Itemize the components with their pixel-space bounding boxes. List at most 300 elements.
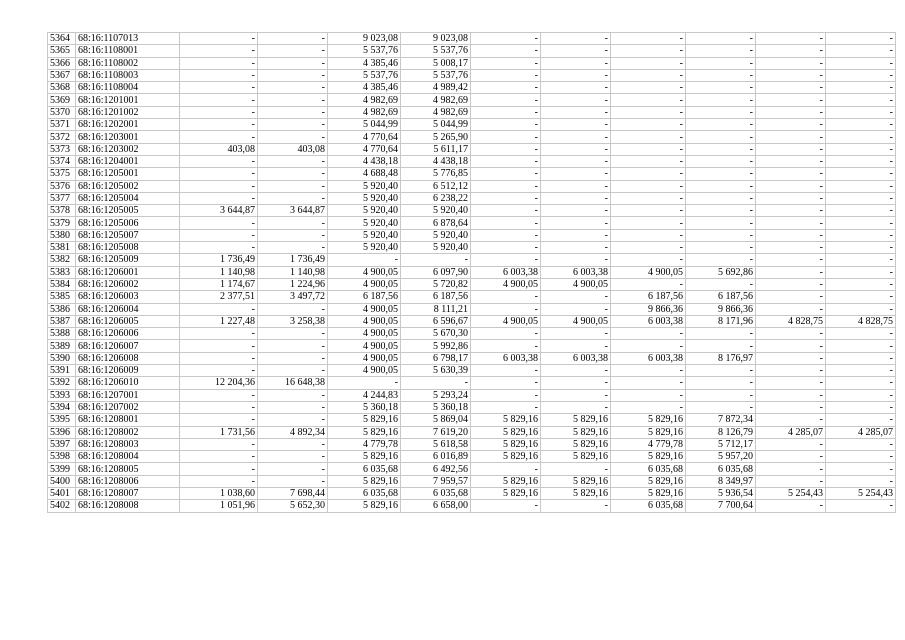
cell-row-number: 5388 [48, 328, 76, 340]
cell-value-2: - [258, 57, 328, 69]
cell-value-4: 7 959,57 [401, 475, 471, 487]
cell-row-number: 5402 [48, 500, 76, 512]
cell-value-1: - [180, 45, 258, 57]
cell-value-1: 2 377,51 [180, 291, 258, 303]
cell-value-5: - [471, 33, 541, 45]
cell-value-3: 5 360,18 [328, 401, 401, 413]
cell-value-6: - [541, 205, 611, 217]
cell-value-9: - [756, 291, 826, 303]
cell-value-2: 16 648,38 [258, 377, 328, 389]
cell-row-number: 5392 [48, 377, 76, 389]
cell-cadastral-code: 68:16:1208003 [76, 438, 180, 450]
cell-value-9: - [756, 352, 826, 364]
cell-value-3: 5 829,16 [328, 475, 401, 487]
cell-value-1: - [180, 217, 258, 229]
cell-value-7: - [611, 377, 686, 389]
cell-value-9: - [756, 401, 826, 413]
cell-value-9: - [756, 45, 826, 57]
cell-value-9: - [756, 242, 826, 254]
cell-value-6: 5 829,16 [541, 414, 611, 426]
cell-value-3: 5 829,16 [328, 451, 401, 463]
cell-value-7: - [611, 192, 686, 204]
cell-value-6: - [541, 401, 611, 413]
cell-cadastral-code: 68:16:1205006 [76, 217, 180, 229]
cell-value-8: 5 957,20 [686, 451, 756, 463]
cell-value-3: 5 920,40 [328, 217, 401, 229]
cell-value-3: - [328, 377, 401, 389]
cell-cadastral-code: 68:16:1206003 [76, 291, 180, 303]
cell-cadastral-code: 68:16:1206004 [76, 303, 180, 315]
cell-value-6: 5 829,16 [541, 426, 611, 438]
cell-value-3: 5 920,40 [328, 229, 401, 241]
cell-value-5: - [471, 69, 541, 81]
cell-value-1: - [180, 180, 258, 192]
cell-value-3: - [328, 254, 401, 266]
cell-value-3: 5 920,40 [328, 192, 401, 204]
table-row [48, 328, 896, 340]
cell-value-3: 4 244,83 [328, 389, 401, 401]
cell-cadastral-code: 68:16:1205002 [76, 180, 180, 192]
cell-value-6: - [541, 389, 611, 401]
table-row [48, 438, 896, 450]
cell-value-2: - [258, 82, 328, 94]
cell-row-number: 5378 [48, 205, 76, 217]
cell-value-7: 6 003,38 [611, 315, 686, 327]
cell-row-number: 5364 [48, 33, 76, 45]
cell-value-10: - [826, 278, 896, 290]
table-row [48, 340, 896, 352]
cell-value-4: 5 720,82 [401, 278, 471, 290]
cell-value-9: - [756, 57, 826, 69]
cell-value-4: 5 630,39 [401, 365, 471, 377]
cell-value-9: - [756, 438, 826, 450]
cell-value-8: - [686, 82, 756, 94]
cell-value-9: - [756, 119, 826, 131]
cell-value-9: - [756, 168, 826, 180]
cell-cadastral-code: 68:16:1206010 [76, 377, 180, 389]
cell-value-9: - [756, 205, 826, 217]
cell-value-2: - [258, 155, 328, 167]
cell-row-number: 5372 [48, 131, 76, 143]
cell-value-5: 5 829,16 [471, 438, 541, 450]
cell-cadastral-code: 68:16:1208007 [76, 487, 180, 499]
cell-value-9: - [756, 451, 826, 463]
table-row [48, 291, 896, 303]
cell-value-2: 4 892,34 [258, 426, 328, 438]
cell-row-number: 5383 [48, 266, 76, 278]
cell-value-2: - [258, 45, 328, 57]
cell-cadastral-code: 68:16:1206006 [76, 328, 180, 340]
cell-cadastral-code: 68:16:1207002 [76, 401, 180, 413]
cell-value-3: 5 920,40 [328, 242, 401, 254]
cell-value-1: - [180, 229, 258, 241]
cell-value-6: - [541, 463, 611, 475]
cell-value-10: 4 828,75 [826, 315, 896, 327]
cell-value-10: - [826, 401, 896, 413]
cell-value-10: - [826, 475, 896, 487]
cell-value-10: - [826, 155, 896, 167]
cell-value-8: - [686, 180, 756, 192]
cell-value-8: - [686, 278, 756, 290]
cell-value-9: - [756, 106, 826, 118]
cell-value-1: - [180, 475, 258, 487]
cell-row-number: 5387 [48, 315, 76, 327]
cell-value-2: 3 644,87 [258, 205, 328, 217]
cell-cadastral-code: 68:16:1205008 [76, 242, 180, 254]
cell-value-3: 4 779,78 [328, 438, 401, 450]
cell-value-8: 8 126,79 [686, 426, 756, 438]
cell-value-5: - [471, 106, 541, 118]
cell-cadastral-code: 68:16:1205009 [76, 254, 180, 266]
cell-value-5: - [471, 254, 541, 266]
cell-value-4: 6 878,64 [401, 217, 471, 229]
table-row [48, 278, 896, 290]
cell-cadastral-code: 68:16:1208008 [76, 500, 180, 512]
cell-value-6: - [541, 229, 611, 241]
cell-value-2: - [258, 229, 328, 241]
cell-cadastral-code: 68:16:1208001 [76, 414, 180, 426]
table-row [48, 303, 896, 315]
cell-value-4: 6 492,56 [401, 463, 471, 475]
cell-value-6: - [541, 291, 611, 303]
cell-value-7: 4 779,78 [611, 438, 686, 450]
cell-value-4: 5 618,58 [401, 438, 471, 450]
cell-value-8: - [686, 119, 756, 131]
cell-value-4: 6 658,00 [401, 500, 471, 512]
cell-value-4: 5 537,76 [401, 45, 471, 57]
cell-value-2: - [258, 451, 328, 463]
cell-value-6: - [541, 69, 611, 81]
cell-value-6: - [541, 94, 611, 106]
cell-value-4: 5 920,40 [401, 229, 471, 241]
cell-row-number: 5399 [48, 463, 76, 475]
cell-value-3: 6 187,56 [328, 291, 401, 303]
cell-value-9: - [756, 266, 826, 278]
cell-value-6: 5 829,16 [541, 451, 611, 463]
table-row [48, 463, 896, 475]
cell-value-2: - [258, 303, 328, 315]
cell-value-10: - [826, 180, 896, 192]
cell-value-3: 4 900,05 [328, 352, 401, 364]
cell-cadastral-code: 68:16:1207001 [76, 389, 180, 401]
cell-value-1: 1 038,60 [180, 487, 258, 499]
cell-value-6: - [541, 217, 611, 229]
cell-value-6: - [541, 33, 611, 45]
cell-value-3: 5 920,40 [328, 180, 401, 192]
cell-value-10: - [826, 340, 896, 352]
cell-value-1: 3 644,87 [180, 205, 258, 217]
cell-value-8: - [686, 94, 756, 106]
cell-value-10: - [826, 266, 896, 278]
cell-value-5: - [471, 45, 541, 57]
cell-cadastral-code: 68:16:1206007 [76, 340, 180, 352]
cell-value-10: - [826, 94, 896, 106]
cell-value-4: 6 596,67 [401, 315, 471, 327]
cell-value-6: - [541, 168, 611, 180]
cell-value-7: - [611, 119, 686, 131]
cell-row-number: 5397 [48, 438, 76, 450]
cell-value-1: - [180, 106, 258, 118]
cell-value-9: - [756, 192, 826, 204]
cell-row-number: 5373 [48, 143, 76, 155]
cell-value-5: 5 829,16 [471, 451, 541, 463]
cell-cadastral-code: 68:16:1206002 [76, 278, 180, 290]
table-row [48, 106, 896, 118]
cell-value-7: - [611, 340, 686, 352]
cell-value-2: - [258, 352, 328, 364]
cell-value-9: - [756, 340, 826, 352]
cell-value-2: - [258, 33, 328, 45]
table-row [48, 254, 896, 266]
cell-value-4: 6 238,22 [401, 192, 471, 204]
cell-value-6: - [541, 143, 611, 155]
cell-value-3: 5 537,76 [328, 69, 401, 81]
cell-value-10: - [826, 303, 896, 315]
cell-value-3: 4 900,05 [328, 340, 401, 352]
cell-value-3: 6 035,68 [328, 463, 401, 475]
cell-value-1: - [180, 451, 258, 463]
cell-value-9: - [756, 389, 826, 401]
cell-value-1: 403,08 [180, 143, 258, 155]
cell-value-8: - [686, 143, 756, 155]
cell-value-2: - [258, 463, 328, 475]
cell-value-8: - [686, 33, 756, 45]
cell-cadastral-code: 68:16:1205001 [76, 168, 180, 180]
cell-value-7: 5 829,16 [611, 426, 686, 438]
cell-value-10: - [826, 33, 896, 45]
cell-value-10: - [826, 414, 896, 426]
cell-value-1: - [180, 340, 258, 352]
cell-value-7: - [611, 94, 686, 106]
cell-value-3: 4 900,05 [328, 278, 401, 290]
cell-value-8: - [686, 254, 756, 266]
cell-value-4: 4 982,69 [401, 106, 471, 118]
cell-cadastral-code: 68:16:1201001 [76, 94, 180, 106]
cell-value-2: - [258, 365, 328, 377]
cell-row-number: 5375 [48, 168, 76, 180]
cell-value-10: - [826, 143, 896, 155]
cell-value-7: - [611, 33, 686, 45]
cell-value-5: - [471, 365, 541, 377]
cell-row-number: 5365 [48, 45, 76, 57]
cell-value-5: - [471, 242, 541, 254]
cell-value-10: - [826, 254, 896, 266]
cell-value-4: 5 265,90 [401, 131, 471, 143]
cell-value-1: - [180, 57, 258, 69]
cell-row-number: 5401 [48, 487, 76, 499]
cell-value-8: - [686, 57, 756, 69]
table-row [48, 315, 896, 327]
cell-value-6: - [541, 500, 611, 512]
table-row [48, 451, 896, 463]
cell-row-number: 5395 [48, 414, 76, 426]
cell-value-3: 5 044,99 [328, 119, 401, 131]
cell-value-4: 5 537,76 [401, 69, 471, 81]
cell-value-2: - [258, 328, 328, 340]
cell-value-1: 1 227,48 [180, 315, 258, 327]
cell-value-5: - [471, 192, 541, 204]
table-body [48, 33, 896, 513]
cell-value-8: - [686, 69, 756, 81]
cell-value-9: - [756, 328, 826, 340]
cell-value-8: 7 700,64 [686, 500, 756, 512]
cell-value-1: - [180, 168, 258, 180]
cell-cadastral-code: 68:16:1107013 [76, 33, 180, 45]
table-row [48, 242, 896, 254]
cell-value-1: - [180, 33, 258, 45]
cell-value-10: - [826, 45, 896, 57]
cell-cadastral-code: 68:16:1203001 [76, 131, 180, 143]
table-row [48, 352, 896, 364]
table-row [48, 475, 896, 487]
cell-value-8: 7 872,34 [686, 414, 756, 426]
cell-value-1: 1 140,98 [180, 266, 258, 278]
cell-value-4: 5 611,17 [401, 143, 471, 155]
cell-value-2: 403,08 [258, 143, 328, 155]
table-row [48, 365, 896, 377]
cell-value-1: 1 731,56 [180, 426, 258, 438]
cell-cadastral-code: 68:16:1108002 [76, 57, 180, 69]
cell-value-2: - [258, 94, 328, 106]
cell-value-3: 5 829,16 [328, 426, 401, 438]
cell-value-5: - [471, 500, 541, 512]
cell-value-5: - [471, 229, 541, 241]
cell-value-9: - [756, 94, 826, 106]
cell-value-5: - [471, 291, 541, 303]
cell-value-3: 5 829,16 [328, 414, 401, 426]
cell-cadastral-code: 68:16:1205005 [76, 205, 180, 217]
cell-row-number: 5400 [48, 475, 76, 487]
cell-value-6: - [541, 192, 611, 204]
cell-value-1: - [180, 328, 258, 340]
cell-value-7: - [611, 242, 686, 254]
cell-value-6: - [541, 180, 611, 192]
cell-row-number: 5393 [48, 389, 76, 401]
cell-value-8: 9 866,36 [686, 303, 756, 315]
cell-value-1: - [180, 155, 258, 167]
table-row [48, 229, 896, 241]
cell-value-6: - [541, 131, 611, 143]
cell-value-4: 4 982,69 [401, 94, 471, 106]
cell-value-6: - [541, 155, 611, 167]
cell-value-6: - [541, 340, 611, 352]
cell-value-2: 1 736,49 [258, 254, 328, 266]
cell-cadastral-code: 68:16:1206009 [76, 365, 180, 377]
cell-value-3: 5 537,76 [328, 45, 401, 57]
cell-value-6: - [541, 106, 611, 118]
table-row [48, 57, 896, 69]
cell-cadastral-code: 68:16:1208004 [76, 451, 180, 463]
cell-value-1: - [180, 242, 258, 254]
cell-value-10: - [826, 119, 896, 131]
cell-value-2: - [258, 69, 328, 81]
cell-value-7: 6 035,68 [611, 500, 686, 512]
cell-value-7: - [611, 389, 686, 401]
cell-value-8: 6 035,68 [686, 463, 756, 475]
cell-value-3: 4 900,05 [328, 328, 401, 340]
cell-value-5: - [471, 217, 541, 229]
cell-value-2: - [258, 168, 328, 180]
cell-value-4: 5 920,40 [401, 242, 471, 254]
cell-value-9: - [756, 365, 826, 377]
cell-value-1: - [180, 463, 258, 475]
cell-value-5: 5 829,16 [471, 426, 541, 438]
cell-value-4: 6 097,90 [401, 266, 471, 278]
cell-value-7: 5 829,16 [611, 475, 686, 487]
cell-value-3: 4 982,69 [328, 94, 401, 106]
cell-value-9: 5 254,43 [756, 487, 826, 499]
cell-value-3: 5 920,40 [328, 205, 401, 217]
cell-value-8: 8 171,96 [686, 315, 756, 327]
cell-value-10: - [826, 352, 896, 364]
cell-value-6: - [541, 82, 611, 94]
table-row [48, 414, 896, 426]
cell-value-5: - [471, 328, 541, 340]
cell-value-8: 5 712,17 [686, 438, 756, 450]
cell-row-number: 5391 [48, 365, 76, 377]
cell-value-2: 1 140,98 [258, 266, 328, 278]
cell-value-8: - [686, 155, 756, 167]
cell-value-10: - [826, 168, 896, 180]
cell-value-3: 4 900,05 [328, 365, 401, 377]
cell-value-3: 4 438,18 [328, 155, 401, 167]
cell-value-7: - [611, 328, 686, 340]
cell-value-2: - [258, 414, 328, 426]
cell-value-9: - [756, 180, 826, 192]
cell-value-8: - [686, 377, 756, 389]
cell-value-10: - [826, 57, 896, 69]
table-row [48, 143, 896, 155]
cell-row-number: 5369 [48, 94, 76, 106]
cell-value-4: 6 512,12 [401, 180, 471, 192]
cell-cadastral-code: 68:16:1202001 [76, 119, 180, 131]
cell-value-9: - [756, 82, 826, 94]
cell-value-1: - [180, 119, 258, 131]
cell-row-number: 5370 [48, 106, 76, 118]
cell-value-3: 4 385,46 [328, 82, 401, 94]
cell-value-7: - [611, 155, 686, 167]
cell-value-6: - [541, 254, 611, 266]
table-row [48, 82, 896, 94]
cell-value-9: - [756, 229, 826, 241]
cell-value-7: - [611, 57, 686, 69]
cell-value-3: 4 688,48 [328, 168, 401, 180]
cell-value-4: 5 360,18 [401, 401, 471, 413]
cell-value-5: - [471, 205, 541, 217]
table-row [48, 94, 896, 106]
cell-value-7: - [611, 131, 686, 143]
table-row [48, 131, 896, 143]
table-row [48, 155, 896, 167]
cell-cadastral-code: 68:16:1208006 [76, 475, 180, 487]
cell-value-7: - [611, 217, 686, 229]
cell-value-5: 5 829,16 [471, 414, 541, 426]
table-row [48, 217, 896, 229]
cell-value-5: - [471, 119, 541, 131]
cell-value-6: 5 829,16 [541, 438, 611, 450]
cell-value-8: - [686, 106, 756, 118]
table-row [48, 33, 896, 45]
cell-value-8: - [686, 340, 756, 352]
cell-value-9: - [756, 278, 826, 290]
cell-value-1: - [180, 352, 258, 364]
cell-value-7: - [611, 69, 686, 81]
cell-value-5: - [471, 57, 541, 69]
cell-value-9: - [756, 303, 826, 315]
cell-value-3: 4 900,05 [328, 266, 401, 278]
cell-value-8: - [686, 401, 756, 413]
cell-value-4: 5 044,99 [401, 119, 471, 131]
